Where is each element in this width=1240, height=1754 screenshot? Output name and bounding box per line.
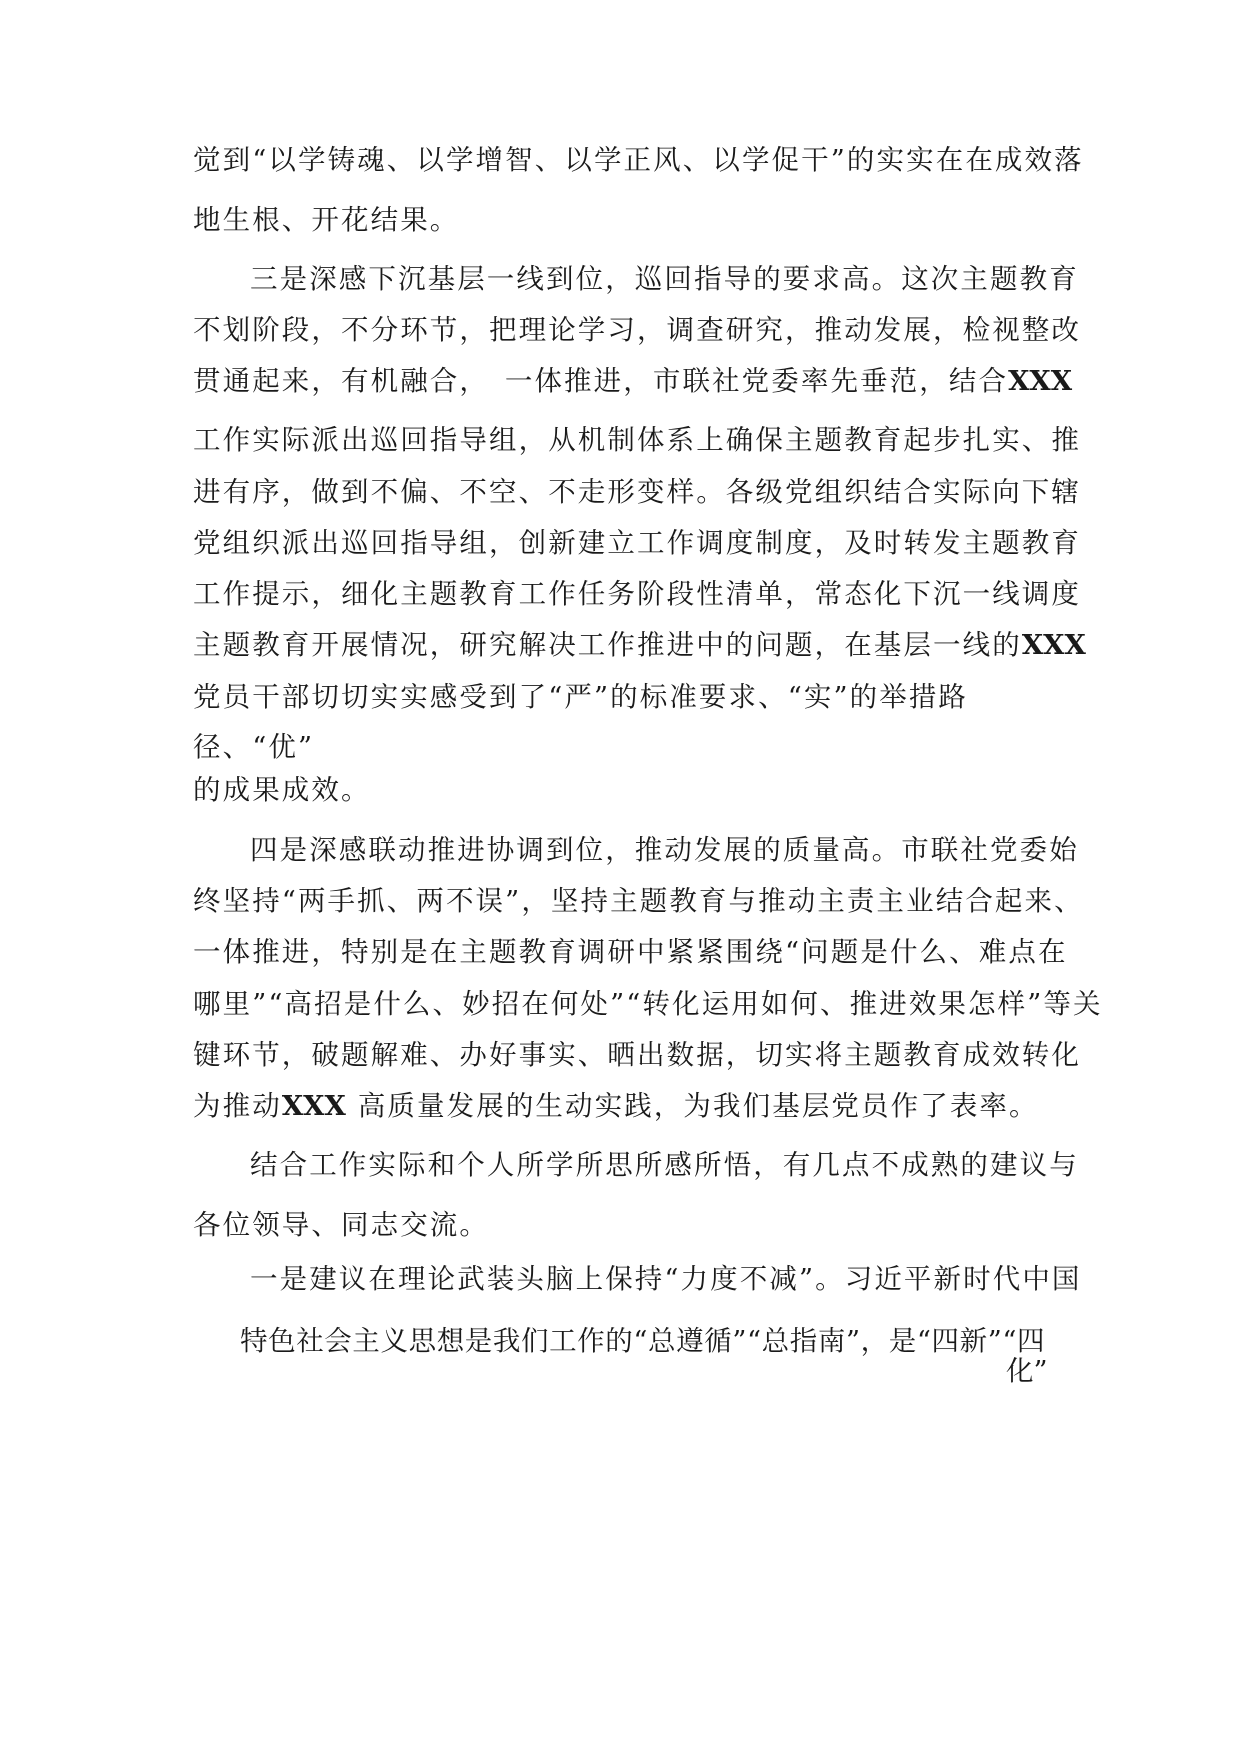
text-line: 觉到“以学铸魂、以学增智、以学正风、以学促干”的实实在在成效落 bbox=[193, 144, 1084, 176]
text-line bbox=[193, 364, 1072, 398]
text-line: 终坚持“两手抓、两不误”，坚持主题教育与推动主责主业结合起来、 bbox=[193, 885, 1084, 917]
text-line: 党员干部切切实实感受到了“严”的标准要求、“实”的举措路 bbox=[193, 681, 969, 713]
text-line: 地生根、开花结果。 bbox=[193, 204, 460, 236]
text-line: 工作提示，细化主题教育工作任务阶段性清单，常态化下沉一线调度 bbox=[193, 578, 1081, 610]
placeholder-xxx: XXX bbox=[281, 1090, 346, 1122]
paragraph-start-line: 四是深感联动推进协调到位，推动发展的质量高。市联社党委始 bbox=[250, 834, 1079, 866]
text-segment: 为推动 bbox=[193, 1090, 282, 1122]
text-line: 哪里”“高招是什么、妙招在何处”“转化运用如何、推进效果怎样”等关 bbox=[193, 988, 1103, 1020]
text-line: 各位领导、同志交流。 bbox=[193, 1209, 489, 1241]
paragraph-start-line: 三是深感下沉基层一线到位，巡回指导的要求高。这次主题教育 bbox=[250, 263, 1079, 295]
text-line: 一体推进，特别是在主题教育调研中紧紧围绕“问题是什么、难点在 bbox=[193, 936, 1068, 968]
text-line: 党组织派出巡回指导组，创新建立工作调度制度，及时转发主题教育 bbox=[193, 527, 1081, 559]
placeholder-xxx: XXX bbox=[1008, 365, 1073, 397]
text-line: 的成果成效。 bbox=[193, 774, 371, 806]
paragraph-start-line: 结合工作实际和个人所学所思所感所悟，有几点不成熟的建议与 bbox=[250, 1149, 1079, 1181]
placeholder-xxx: XXX bbox=[1021, 629, 1086, 661]
text-line: 键环节，破题解难、办好事实、晒出数据，切实将主题教育成效转化 bbox=[193, 1039, 1081, 1071]
text-line: 化” bbox=[1006, 1355, 1048, 1387]
text-line bbox=[193, 1089, 1039, 1123]
paragraph-start-line: 一是建议在理论武装头脑上保持“力度不减”。习近平新时代中国 bbox=[250, 1263, 1082, 1295]
text-line: 工作实际派出巡回指导组，从机制体系上确保主题教育起步扎实、推 bbox=[193, 424, 1081, 456]
text-line: 不划阶段，不分环节，把理论学习，调查研究，推动发展，检视整改 bbox=[193, 314, 1081, 346]
text-line: 特色社会主义思想是我们工作的“总遵循”“总指南”，是“四新”“四 bbox=[240, 1325, 1046, 1357]
text-segment: 贯通起来，有机融合， 一体推进，市联社党委率先垂范，结合 bbox=[193, 365, 1009, 397]
text-line: 进有序，做到不偏、不空、不走形变样。各级党组织结合实际向下辖 bbox=[193, 476, 1081, 508]
text-segment: 高质量发展的生动实践，为我们基层党员作了表率。 bbox=[357, 1090, 1039, 1122]
text-line bbox=[193, 628, 1086, 662]
text-line: 径、“优” bbox=[193, 731, 315, 763]
text-segment: 主题教育开展情况，研究解决工作推进中的问题，在基层一线的 bbox=[193, 629, 1022, 661]
